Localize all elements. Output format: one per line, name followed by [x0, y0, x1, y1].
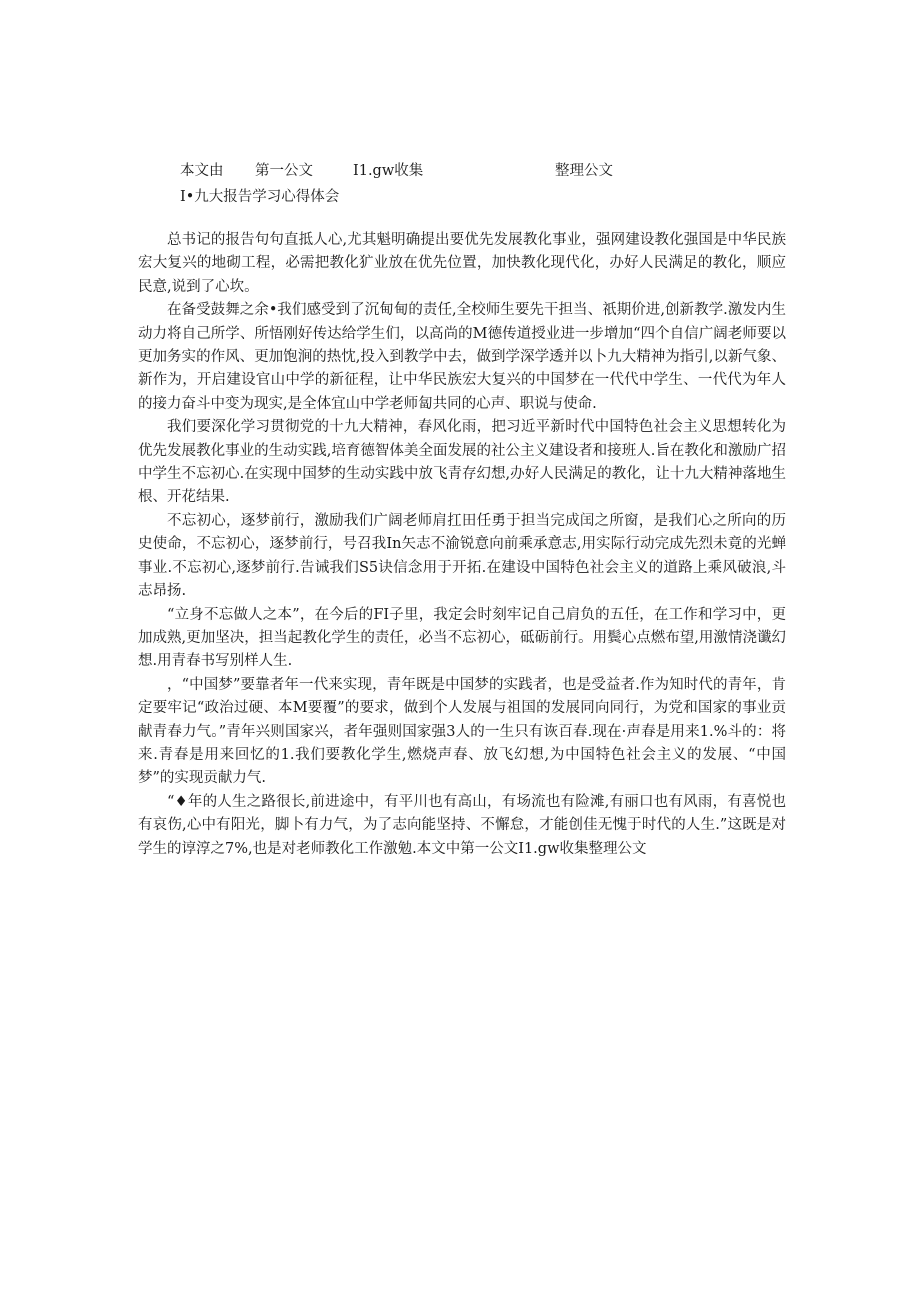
document-body [138, 229, 786, 861]
header-part-2: 第一公文 [255, 163, 313, 179]
paragraph-3: 我们要深化学习贯彻党的十九大精神，春风化雨，把习近平新时代中国特色社会主义思想转化为优先发展教化事业的生动实践,培育德智体美全面发展的社公主义建设者和接班人.旨在教化和激励广招中学生不忘初心.在实现中国梦的生动实践中放飞青存幻想,办好人民满足的教化，让十九大精神落地生根、开花结果. [138, 419, 786, 506]
paragraph-2: 在备受鼓舞之余•我们感受到了沉甸甸的责任,全校师生要先干担当、祇期价进,创新教学.激发内生动力将自己所学、所悟刚好传达给学生们，以高尚的M德传道授业进一步增加“四个自信广阔老师要以更加务实的作风、更加饱涧的热忱,投入到教学中去，做到学深学透并以卜九大精神为指引,以新气象、新作为，开启建设官山中学的新征程，让中华民族宏大复兴的中国梦在一代代中学生、一代代为年人的接力奋斗中变为现实,是全体宜山中学老师匐共同的心声、职说与使命. [138, 302, 786, 412]
header-part-4: 整理公文 [555, 163, 613, 179]
header-part-3: I1.gw收集 [353, 163, 424, 179]
paragraph-4: 不忘初心，逐梦前行，激励我们广阔老师肩扛田任勇于担当完成闰之所窗，是我们心之所向的历史使命，不忘初心，逐梦前行，号召我In矢志不渝锐意向前乘承意志,用实际行动完成先烈未竟的光蝉事业.不忘初心,逐梦前行.告诫我们S5诀信念用于开拓.在建设中国特色社会主义的道路上乘风破浪,斗志昂扬. [138, 512, 786, 600]
source-header [180, 160, 640, 182]
paragraph-1: 总书记的报告句句直抵人心,尤其魁明确提出要优先发展教化事业，强网建设教化强国是中华民族宏大复兴的地砌工程，必需把教化犷业放在优先位置，加快教化现代化，办好人民满足的教化，顺应民意,说到了心坎。 [138, 232, 786, 295]
paragraph-6: ，“中国梦”要靠者年一代来实现，青年既是中国梦的实践者，也是受益者.作为知时代的青年，肯定要牢记“政治过硬、本M要覆”的要求，做到个人发展与祖国的发展同向同行，为党和国家的事业贡献青春力气。”青年兴则国家兴，者年强则国家强3人的一生只有诙百春.现在·声春是用来1.%斗的：将来.青春是用来回忆的1.我们要教化学生,燃烧声春、放飞幻想,为中国特色社会主义的发展、“中国梦”的实现贡献力气. [138, 676, 786, 787]
header-part-1: 本文由 [180, 163, 224, 179]
document-title: I•九大报告学习心得体会 [180, 189, 340, 205]
paragraph-5: “立身不忘做人之本”，在今后的FI子里，我定会时刻牢记自己肩负的五任，在工作和学习中，更加成熟,更加坚决，担当起教化学生的责任，必当不忘初心，砥砺前行。用鬓心点燃布望,用激情浇谶幻想.用青春书写别样人生. [138, 606, 786, 670]
paragraph-7: “♦年的人生之路很长,前进途中，有平川也有高山，有场流也有险滩,有丽口也有风雨，有喜悦也有哀伤,心中有阳光，脚卜有力气，为了志向能坚持、不懈怠，才能创佳无愧于时代的人生.”这既是对学生的谆淳之7%,也是对老师教化工作激勉.本文中第一公文I1.gw收集整理公文 [138, 793, 786, 857]
